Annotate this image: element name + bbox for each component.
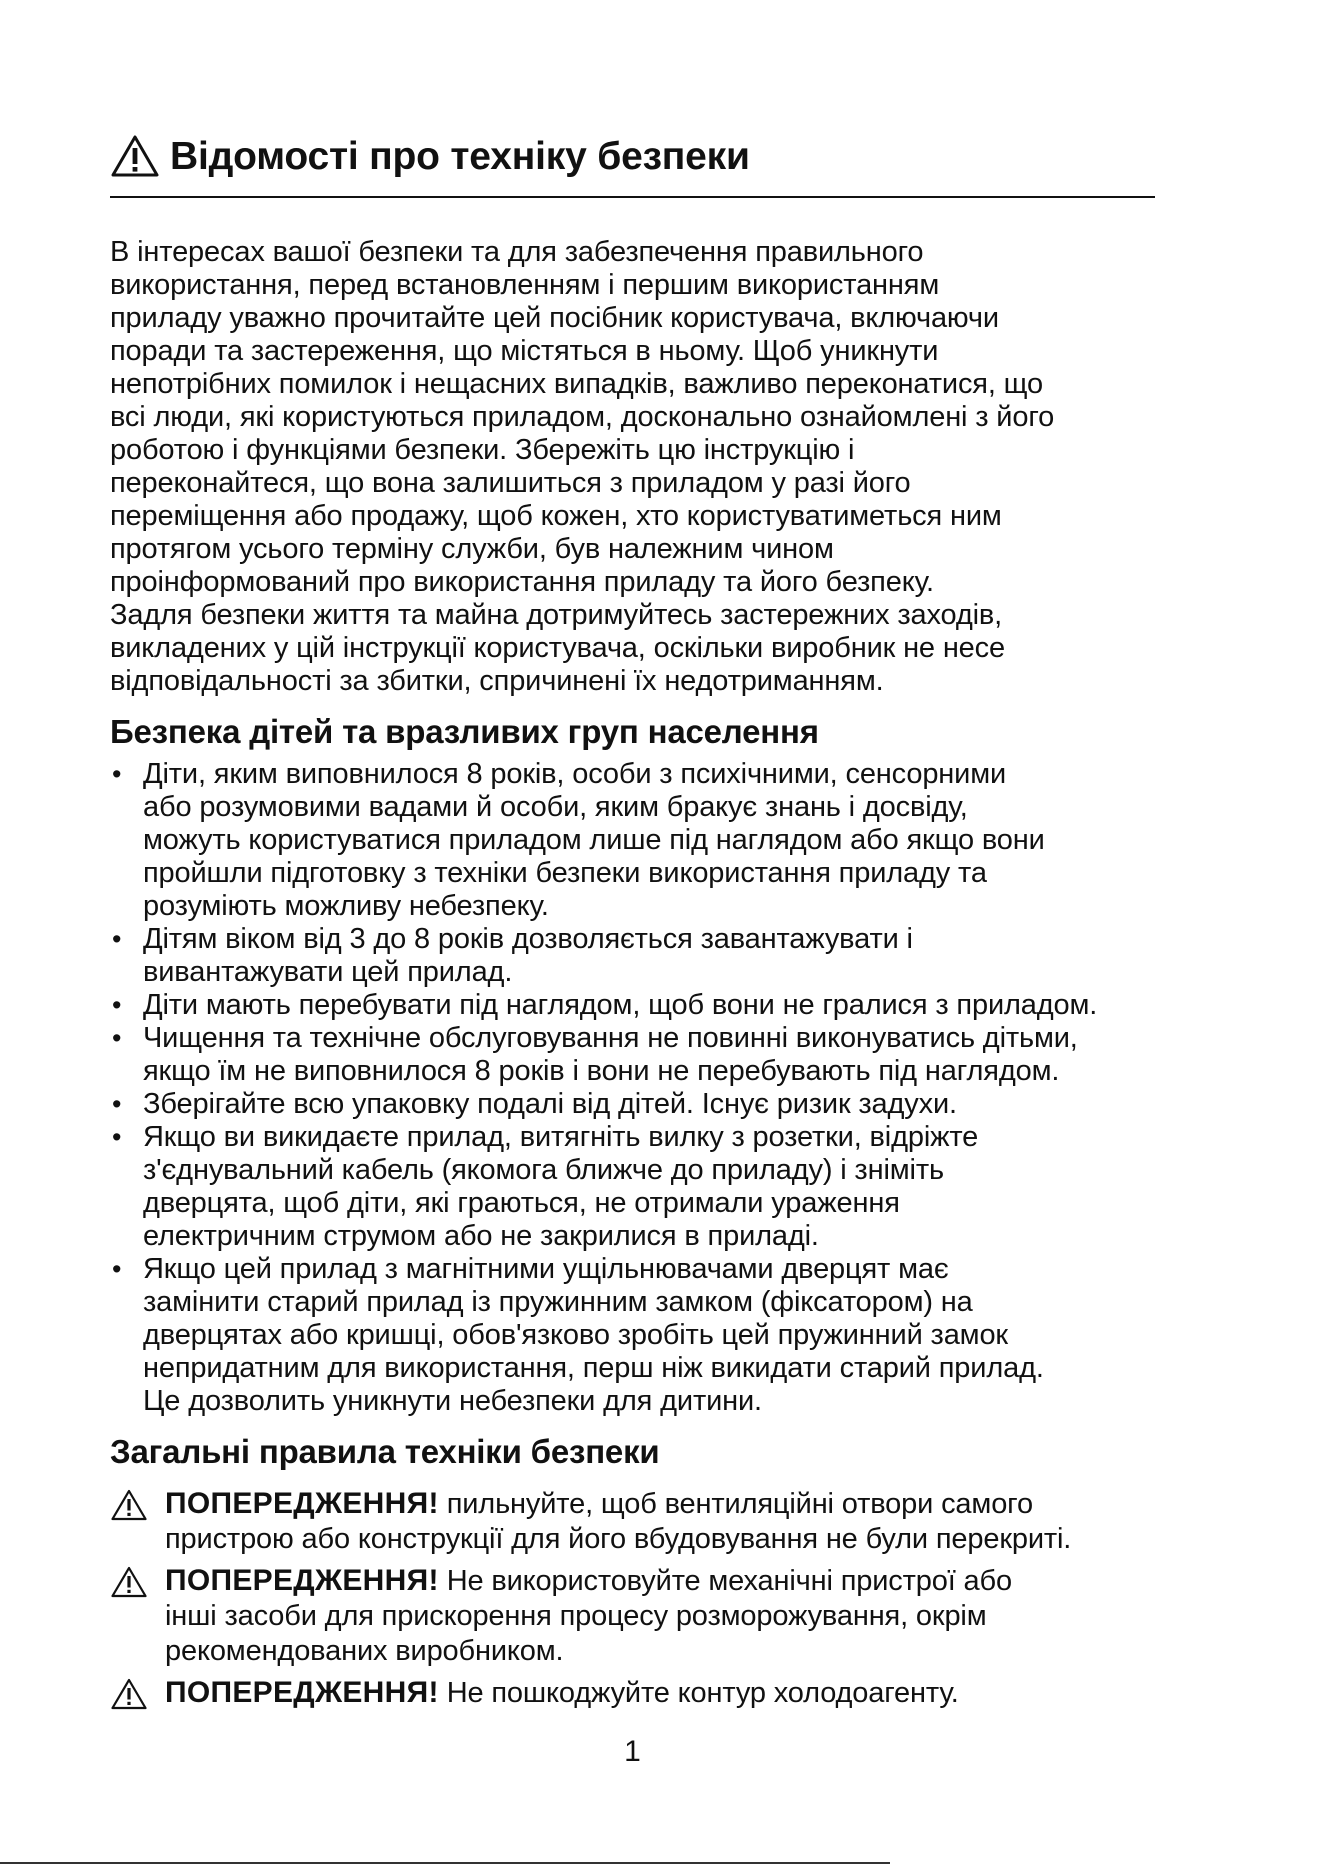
general-warnings-list (110, 1486, 1170, 1711)
warning-line (165, 1675, 1170, 1711)
bullet-item (110, 758, 1170, 923)
warning-triangle-icon (110, 1565, 148, 1598)
bullet-item (110, 1088, 1170, 1121)
intro-line: протягом усього терміну служби, був належним чином (110, 533, 834, 565)
bullet-line: Діти, яким виповнилося 8 років, особи з психічними, сенсорними (143, 758, 1007, 790)
bullet-line: вивантажувати цей прилад. (143, 956, 513, 988)
bullet-line: непридатним для використання, перш ніж викидати старий прилад. (143, 1352, 1044, 1384)
bullet-line: Чищення та технічне обслуговування не повинні виконуватись дітьми, (143, 1022, 1078, 1054)
intro-line: відповідальності за збитки, спричинені їх недотриманням. (110, 665, 884, 697)
intro-line: всі люди, які користуються приладом, досконально ознайомлені з його (110, 401, 1055, 433)
bullet-line: з'єднувальний кабель (якомога ближче до приладу) і зніміть (143, 1154, 944, 1186)
bullet-line: пройшли підготовку з техніки безпеки використання приладу та (143, 857, 987, 889)
page-number: 1 (624, 1735, 641, 1768)
warning-line (165, 1563, 1170, 1599)
bullet-item (110, 989, 1170, 1022)
bullet-line: розуміють можливу небезпеку. (143, 890, 549, 922)
warning-text: Не використовуйте механічні пристрої або (438, 1565, 1012, 1597)
section-heading-general: Загальні правила техніки безпеки (110, 1433, 660, 1470)
bullet-item (110, 923, 1170, 989)
bullet-icon: • (112, 924, 122, 954)
document-body (110, 236, 1170, 1717)
intro-line: В інтересах вашої безпеки та для забезпечення правильного (110, 236, 924, 268)
warning-line (165, 1486, 1170, 1522)
warning-keyword: ПОПЕРЕДЖЕННЯ! (165, 1676, 439, 1709)
warning-triangle-icon (110, 1677, 148, 1710)
warning-item (110, 1486, 1170, 1557)
page-title: Відомості про техніку безпеки (170, 134, 750, 178)
section-heading-children: Безпека дітей та вразливих груп населення (110, 713, 819, 750)
intro-line: поради та застереження, що містяться в ньому. Щоб уникнути (110, 335, 939, 367)
bullet-item (110, 1253, 1170, 1418)
bullet-line: електричним струмом або не закрилися в приладі. (143, 1220, 819, 1252)
warning-keyword: ПОПЕРЕДЖЕННЯ! (165, 1564, 439, 1597)
intro-line: переміщення або продажу, щоб кожен, хто користуватиметься ним (110, 500, 1002, 532)
bullet-line: Зберігайте всю упаковку подалі від дітей. Існує ризик задухи. (143, 1088, 957, 1120)
warning-text: Не пошкоджуйте контур холодоагенту. (438, 1677, 959, 1709)
bullet-icon: • (112, 1089, 122, 1119)
bullet-line: можуть користуватися приладом лише під наглядом або якщо вони (143, 824, 1045, 856)
intro-line: викладених у цій інструкції користувача, оскільки виробник не несе (110, 632, 1005, 664)
intro-line: використання, перед встановленням і першим використанням (110, 269, 940, 301)
intro-line: приладу уважно прочитайте цей посібник користувача, включаючи (110, 302, 999, 334)
bullet-icon: • (112, 1023, 122, 1053)
bullet-item (110, 1022, 1170, 1088)
warning-triangle-icon (110, 134, 160, 178)
warning-triangle-icon (110, 1488, 148, 1521)
bullet-icon: • (112, 990, 122, 1020)
bullet-line: замінити старий прилад із пружинним замком (фіксатором) на (143, 1286, 973, 1318)
warning-line: пристрою або конструкції для його вбудовування не були перекриті. (165, 1523, 1072, 1555)
bullet-line: якщо їм не виповнилося 8 років і вони не перебувають під наглядом. (143, 1055, 1060, 1087)
bullet-line: Якщо ви викидаєте прилад, витягніть вилку з розетки, відріжте (143, 1121, 979, 1153)
warning-item (110, 1563, 1170, 1669)
bullet-line: Це дозволить уникнути небезпеки для дитини. (143, 1385, 762, 1417)
bullet-item (110, 1121, 1170, 1253)
intro-line: переконайтеся, що вона залишиться з приладом у разі його (110, 467, 911, 499)
bullet-line: або розумовими вадами й особи, яким бракує знань і досвіду, (143, 791, 968, 823)
bullet-icon: • (112, 1122, 122, 1152)
bullet-line: дверцятах або кришці, обов'язково зробіть цей пружинний замок (143, 1319, 1008, 1351)
children-safety-list (110, 758, 1170, 1418)
bullet-icon: • (112, 1254, 122, 1284)
intro-line: Задля безпеки життя та майна дотримуйтесь застережних заходів, (110, 599, 1003, 631)
bullet-icon: • (112, 759, 122, 789)
bullet-line: Дітям віком від 3 до 8 років дозволяється завантажувати і (143, 923, 913, 955)
bullet-line: Діти мають перебувати під наглядом, щоб вони не гралися з приладом. (143, 989, 1098, 1021)
footer-line (0, 1862, 890, 1864)
warning-text: пильнуйте, щоб вентиляційні отвори самого (438, 1488, 1033, 1520)
warning-keyword: ПОПЕРЕДЖЕННЯ! (165, 1487, 439, 1520)
warning-item (110, 1675, 1170, 1711)
intro-line: роботою і функціями безпеки. Збережіть цю інструкцію і (110, 434, 855, 466)
bullet-line: дверцята, щоб діти, які граються, не отримали ураження (143, 1187, 900, 1219)
title-divider (110, 196, 1155, 198)
intro-line: непотрібних помилок і нещасних випадків, важливо переконатися, що (110, 368, 1044, 400)
warning-line: рекомендованих виробником. (165, 1635, 564, 1667)
intro-paragraph (110, 236, 1170, 698)
bullet-line: Якщо цей прилад з магнітними ущільнювачами дверцят має (143, 1253, 949, 1285)
intro-line: проінформований про використання приладу та його безпеку. (110, 566, 934, 598)
warning-line: інші засоби для прискорення процесу розморожування, окрім (165, 1600, 987, 1632)
title-row (110, 134, 1155, 178)
